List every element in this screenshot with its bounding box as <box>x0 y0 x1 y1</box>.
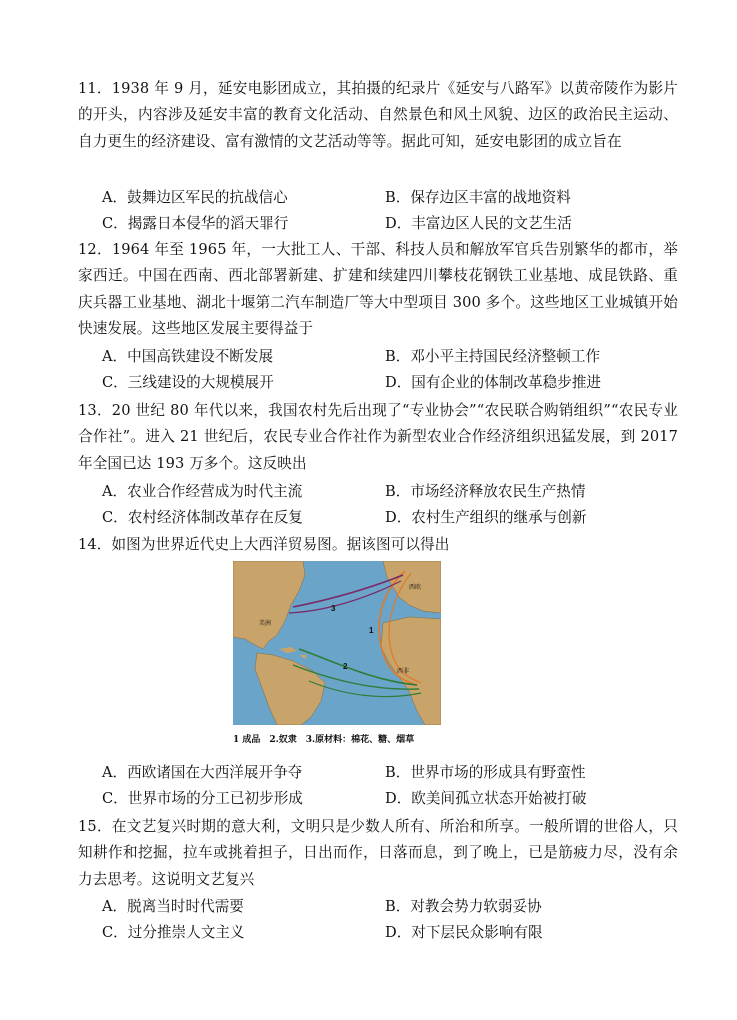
question-14-options-row-1 <box>102 760 662 786</box>
question-12-options-row-1 <box>102 344 662 370</box>
place-label-west-africa: 西非 <box>397 668 410 675</box>
question-13-option-d[interactable]: D．农村生产组织的继承与创新 <box>385 509 587 526</box>
question-12-option-b[interactable]: B．邓小平主持国民经济整顿工作 <box>385 348 601 365</box>
question-14-option-d[interactable]: D．欧美间孤立状态开始被打破 <box>385 790 587 807</box>
question-15-options-row-1 <box>102 894 662 920</box>
question-13-option-a[interactable]: A．农业合作经营成为时代主流 <box>102 483 303 500</box>
question-15-option-c[interactable]: C．过分推崇人文主义 <box>102 924 245 941</box>
map-caption: 1 成品 2.奴隶 3.原材料：棉花、糖、烟草 <box>233 735 415 745</box>
question-12-stem: 12．1964 年至 1965 年，一大批工人、干部、科技人员和解放军官兵告别繁华的都市，举家西迁。中国在西南、西北部署新建、扩建和续建四川攀枝花钢铁工业基地、成昆铁路、重庆兵器工业基地、湖北十堰第二汽车制造厂等大中型项目 300 多个。这些地区工业城镇开始快速发展。这些地区发展主要得益于 <box>78 241 678 337</box>
question-14-stem: 14．如图为世界近代史上大西洋贸易图。据该图可以得出 <box>78 536 450 553</box>
place-label-americas: 美洲 <box>259 620 272 627</box>
question-11-options-row-2 <box>102 211 662 237</box>
question-15-stem: 15．在文艺复兴时期的意大利，文明只是少数人所有、所治和所享。一般所谓的世俗人，只知耕作和挖掘，拉车或挑着担子，日出而作，日落而息，到了晚上，已是筋疲力尽，没有余力去思考。这说明文艺复兴 <box>78 818 678 888</box>
question-13-option-c[interactable]: C．农村经济体制改革存在反复 <box>102 509 303 526</box>
question-15-option-a[interactable]: A．脱离当时时代需要 <box>102 898 244 915</box>
question-15-options-row-2 <box>102 920 662 946</box>
question-12-options-row-2 <box>102 370 662 396</box>
question-13-option-b[interactable]: B．市场经济释放农民生产热情 <box>385 483 586 500</box>
question-12-option-c[interactable]: C．三线建设的大规模展开 <box>102 374 274 391</box>
question-11-stem: 11．1938 年 9 月，延安电影团成立，其拍摄的纪录片《延安与八路军》以黄帝陵作为影片的开头，内容涉及延安丰富的教育文化活动、自然景色和风土风貌、边区的政治民主运动、自力更生的经济建设、富有激情的文艺活动等等。据此可知，延安电影团的成立旨在 <box>78 80 678 150</box>
question-12-option-a[interactable]: A．中国高铁建设不断发展 <box>102 348 274 365</box>
route-label-2: 2 <box>343 662 348 671</box>
place-label-western-europe: 西欧 <box>409 584 422 591</box>
question-13-options-row-2 <box>102 505 662 531</box>
route-label-3: 3 <box>331 604 336 613</box>
question-14-option-c[interactable]: C．世界市场的分工已初步形成 <box>102 790 303 807</box>
question-14-options-row-2 <box>102 786 662 812</box>
question-15-option-d[interactable]: D．对下层民众影响有限 <box>385 924 543 941</box>
question-13-options-row-1 <box>102 479 662 505</box>
question-14-option-a[interactable]: A．西欧诸国在大西洋展开争夺 <box>102 764 303 781</box>
question-13-stem: 13．20 世纪 80 年代以来，我国农村先后出现了“专业协会”“农民联合购销组织”“农民专业合作社”。进入 21 世纪后，农民专业合作社作为新型农业合作经济组织迅猛发展，到 2017 年全国已达 193 万多个。这反映出 <box>78 402 678 472</box>
question-11-option-d[interactable]: D．丰富边区人民的文艺生活 <box>385 215 572 232</box>
question-14-option-b[interactable]: B．世界市场的形成具有野蛮性 <box>385 764 586 781</box>
question-11-option-a[interactable]: A．鼓舞边区军民的抗战信心 <box>102 189 288 206</box>
question-11-option-c[interactable]: C．揭露日本侵华的滔天罪行 <box>102 215 289 232</box>
question-11-options-row-1 <box>102 185 662 211</box>
question-12-option-d[interactable]: D．国有企业的体制改革稳步推进 <box>385 374 602 391</box>
question-11-option-b[interactable]: B．保存边区丰富的战地资料 <box>385 189 571 206</box>
question-15-option-b[interactable]: B．对教会势力软弱妥协 <box>385 898 542 915</box>
route-label-1: 1 <box>369 626 374 635</box>
atlantic-trade-map <box>233 561 441 725</box>
